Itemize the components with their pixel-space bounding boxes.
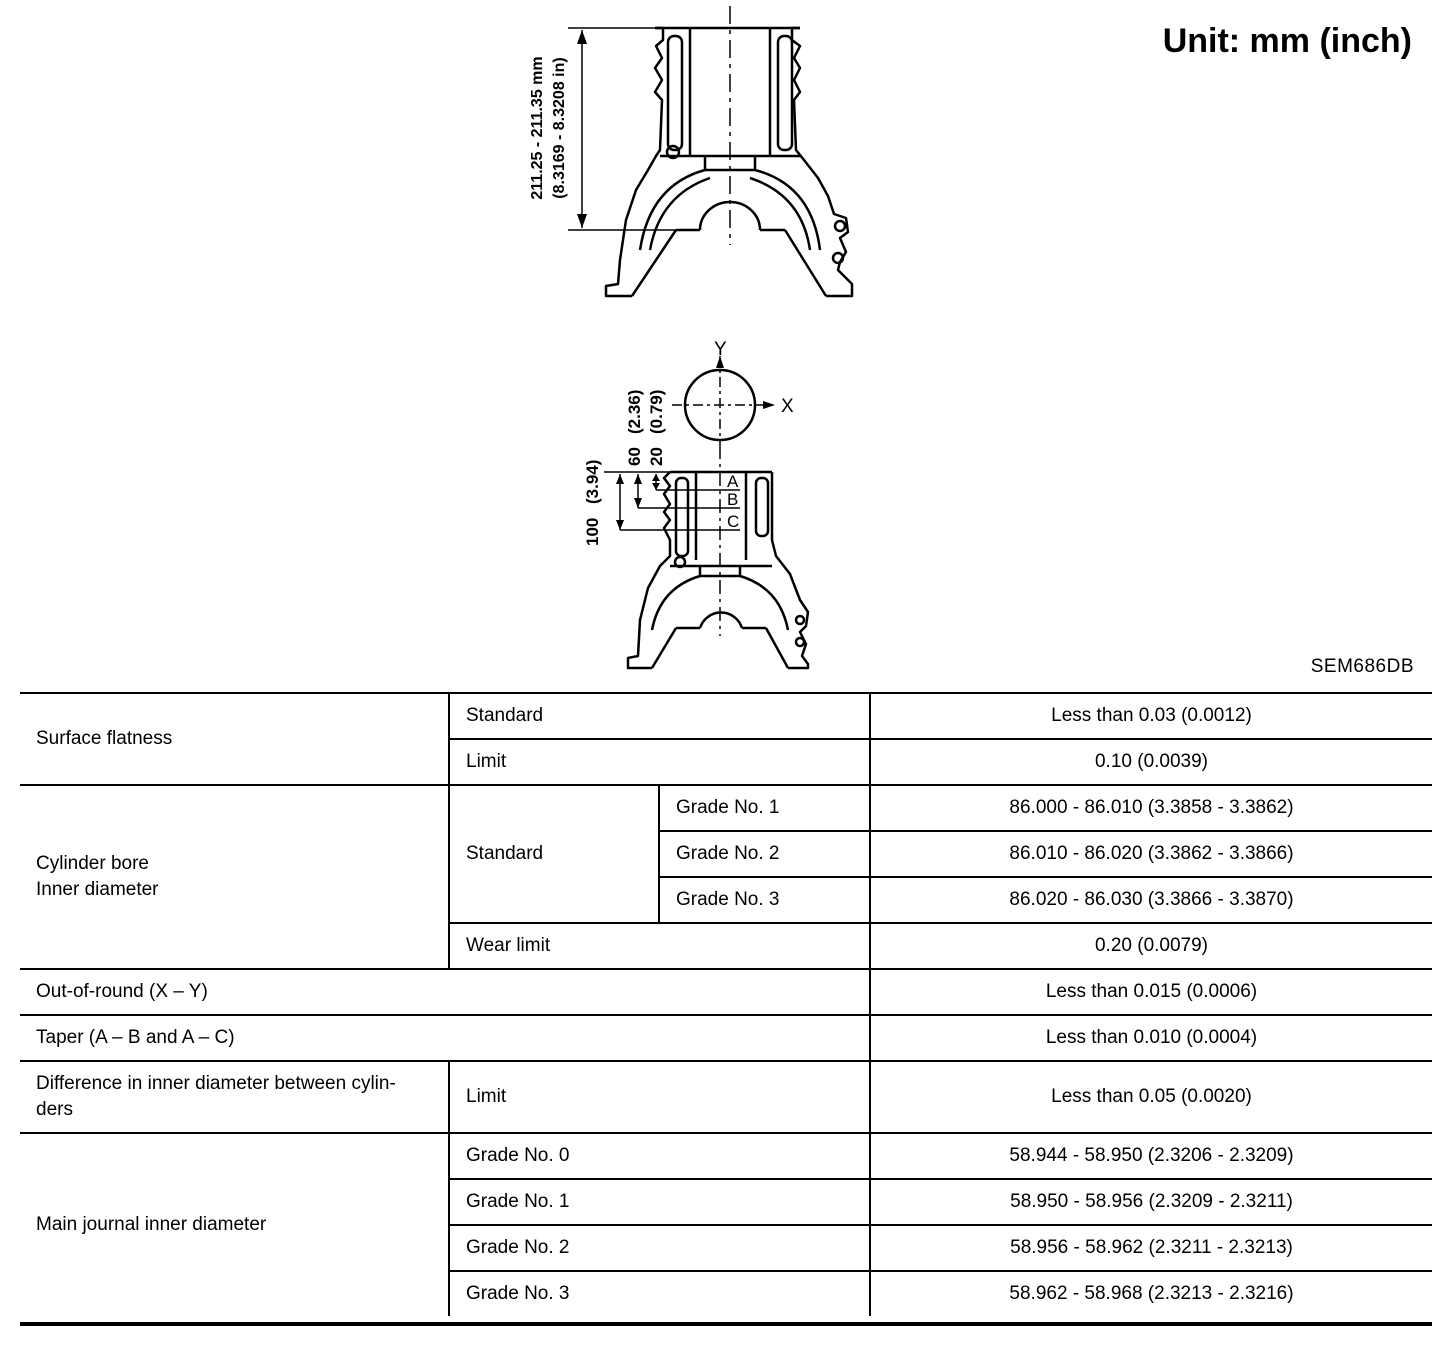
- dimension-mm: 211.25 - 211.35 mm: [529, 56, 546, 200]
- axis-x-label: X: [781, 396, 794, 417]
- table-row: [20, 1015, 1432, 1061]
- table-row: [20, 785, 1432, 831]
- taper-value: Less than 0.010 (0.0004): [870, 1015, 1432, 1061]
- cylinder-bore-label-line1: Cylinder bore: [36, 853, 149, 875]
- cylinder-bore-grade-value: 86.000 - 86.010 (3.3858 - 3.3862): [870, 785, 1432, 831]
- axis-y-label: Y: [714, 339, 727, 360]
- out-of-round-label: Out-of-round (X – Y): [20, 969, 870, 1015]
- measure-label-c: C: [727, 512, 740, 531]
- main-journal-grade-value: 58.956 - 58.962 (2.3211 - 2.3213): [870, 1225, 1432, 1271]
- main-journal-grade: Grade No. 1: [449, 1179, 870, 1225]
- out-of-round-value: Less than 0.015 (0.0006): [870, 969, 1432, 1015]
- difference-label: [20, 1061, 449, 1133]
- table-row: [20, 694, 1432, 739]
- difference-label-line1: Difference in inner diameter between cylin-: [36, 1073, 396, 1095]
- svg-text:20: 20: [647, 447, 666, 466]
- cylinder-bore-grade: Grade No. 3: [659, 877, 870, 923]
- main-journal-grade: Grade No. 0: [449, 1133, 870, 1179]
- table-row: [20, 969, 1432, 1015]
- cylinder-bore-grade: Grade No. 2: [659, 831, 870, 877]
- main-journal-grade-value: 58.962 - 58.968 (2.3213 - 2.3216): [870, 1271, 1432, 1316]
- dim-20-label: [647, 390, 666, 466]
- cylinder-bore-wear-limit-label: Wear limit: [449, 923, 870, 969]
- block-height-dimension: [529, 56, 568, 199]
- measure-label-a: A: [727, 472, 739, 491]
- dim-60-label: [625, 390, 644, 466]
- surface-flatness-standard-label: Standard: [449, 694, 870, 739]
- surface-flatness-standard-value: Less than 0.03 (0.0012): [870, 694, 1432, 739]
- cylinder-bore-grade: Grade No. 1: [659, 785, 870, 831]
- difference-limit-label: Limit: [449, 1061, 870, 1133]
- cylinder-bore-label: [20, 785, 449, 969]
- unit-label: Unit: mm (inch): [1162, 22, 1412, 60]
- main-journal-grade-value: 58.944 - 58.950 (2.3206 - 2.3209): [870, 1133, 1432, 1179]
- table-row: [20, 1133, 1432, 1179]
- cylinder-bore-grade-value: 86.010 - 86.020 (3.3862 - 3.3866): [870, 831, 1432, 877]
- taper-label: Taper (A – B and A – C): [20, 1015, 870, 1061]
- figure-code: SEM686DB: [1310, 656, 1414, 677]
- surface-flatness-limit-value: 0.10 (0.0039): [870, 739, 1432, 785]
- svg-text:(2.36): (2.36): [625, 389, 644, 434]
- surface-flatness-limit-label: Limit: [449, 739, 870, 785]
- table-bottom-rule: [20, 1322, 1432, 1326]
- cylinder-bore-wear-limit-value: 0.20 (0.0079): [870, 923, 1432, 969]
- difference-label-line2: ders: [36, 1099, 73, 1120]
- main-journal-grade: Grade No. 3: [449, 1271, 870, 1316]
- table-row: [20, 1061, 1432, 1133]
- spec-table: [20, 694, 1432, 1316]
- svg-text:100: 100: [583, 517, 602, 546]
- cylinder-bore-standard-label: Standard: [449, 785, 659, 923]
- svg-text:(0.79): (0.79): [647, 389, 666, 434]
- cylinder-bore-label-line2: Inner diameter: [36, 879, 159, 900]
- difference-value: Less than 0.05 (0.0020): [870, 1061, 1432, 1133]
- svg-text:(3.94): (3.94): [583, 459, 602, 504]
- dimension-in: (8.3169 - 8.3208 in): [551, 57, 568, 199]
- main-journal-label: Main journal inner diameter: [20, 1133, 449, 1316]
- measure-label-b: B: [727, 490, 739, 509]
- main-journal-grade: Grade No. 2: [449, 1225, 870, 1271]
- dim-100-label: [583, 460, 602, 546]
- cylinder-bore-grade-value: 86.020 - 86.030 (3.3866 - 3.3870): [870, 877, 1432, 923]
- block-height-figure: [568, 6, 852, 296]
- surface-flatness-label: Surface flatness: [36, 728, 173, 750]
- main-journal-grade-value: 58.950 - 58.956 (2.3209 - 2.3211): [870, 1179, 1432, 1225]
- svg-text:60: 60: [625, 447, 644, 466]
